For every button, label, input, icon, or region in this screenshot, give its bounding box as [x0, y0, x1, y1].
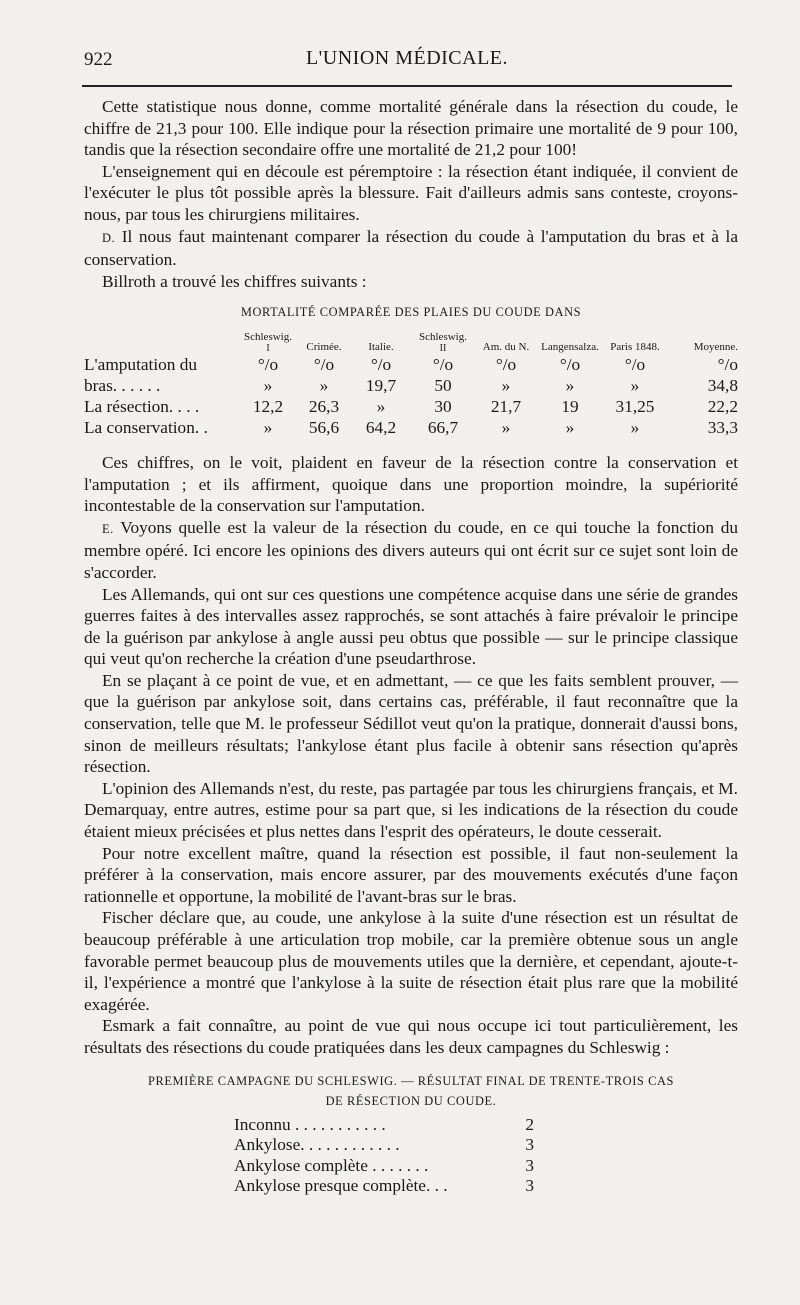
- results-title-line: DE RÉSECTION DU COUDE.: [325, 1093, 497, 1108]
- article-body: [84, 96, 738, 1197]
- table-cell: 64,2: [365, 417, 397, 437]
- table-cell: °/o: [717, 354, 738, 374]
- column-header: Schleswig. II: [419, 330, 467, 354]
- journal-title: L'UNION MÉDICALE.: [305, 47, 509, 69]
- table-cell: »: [263, 375, 273, 395]
- paragraph: Pour notre excellent maître, quand la résection est possible, il faut non-seulement la préférer à la conservation, mais encore assurer, par des mouvements exécutés d'une façon rationnelle et opportune, la mobilité de l'avant-bras sur le bras.: [84, 843, 738, 906]
- result-value: 3: [525, 1176, 534, 1196]
- result-value: 3: [525, 1135, 534, 1155]
- table-cell: 33,3: [707, 417, 738, 437]
- list-item: [234, 1115, 534, 1136]
- row-label: L'amputation du: [84, 354, 198, 374]
- paragraph: L'opinion des Allemands n'est, du reste, pas partagée par tous les chirurgiens français, et M. Demarquay, entre autres, estime pour sa part que, si les indications de la résection du coude étaient mieux précisées et plus nettes dans l'esprit des opérateurs, le doute cesserait.: [84, 778, 738, 842]
- table-cell: °/o: [257, 354, 279, 374]
- table-cell: 12,2: [252, 396, 284, 416]
- paragraph: Fischer déclare que, au coude, une ankylose à la suite d'une résection est un résultat de beaucoup préférable à une articulation trop mobile, car la première obtenue sous un angle favorable permet beaucoup plus de mouvements utiles que la dernière, et cependant, ajoute-t-il, l'expérience a montré que l'ankylose à la suite de résection était plus rare que la mobilité exagérée.: [84, 908, 738, 1014]
- table-cell: 19: [561, 396, 579, 416]
- table-cell: 22,2: [707, 396, 738, 416]
- table-cell: »: [630, 417, 640, 437]
- column-header: Crimée.: [306, 340, 342, 353]
- result-value: 3: [525, 1155, 534, 1175]
- results-title-line: PREMIÈRE CAMPAGNE DU SCHLESWIG. — RÉSULTAT FINAL DE TRENTE-TROIS CAS: [147, 1073, 675, 1088]
- list-item: [234, 1176, 534, 1197]
- row-label: La résection. . . .: [84, 396, 200, 416]
- paragraph: L'enseignement qui en découle est péremptoire : la résection étant indiquée, il convient de l'exécuter le plus tôt possible après la blessure. Fait d'ailleurs admis sans conteste, croyons-nous, par tous les chirurgiens militaires.: [84, 161, 738, 224]
- mortality-table: [84, 330, 738, 438]
- table-cell: »: [565, 417, 575, 437]
- column-header: Italie.: [368, 340, 394, 353]
- result-label: Ankylose presque complète. . .: [234, 1176, 448, 1196]
- paragraph: Esmark a fait connaître, au point de vue qui nous occupe ici tout particulièrement, les résultats des résections du coude pratiquées dans les deux campagnes du Schleswig :: [84, 1016, 738, 1057]
- table-cell: »: [501, 417, 511, 437]
- paragraph: Billroth a trouvé les chiffres suivants :: [102, 271, 367, 291]
- paragraph: Ces chiffres, on le voit, plaident en faveur de la résection contre la conservation et l'amputation ; et ils affirment, quoique dans une proportion moindre, la supériorité incontestable de la conservation sur l'amputation.: [84, 452, 738, 516]
- table-cell: 21,7: [490, 396, 522, 416]
- results-list: [234, 1115, 534, 1197]
- table-cell: °/o: [495, 354, 517, 374]
- result-label: Ankylose. . . . . . . . . . . .: [234, 1135, 400, 1155]
- list-item: [234, 1135, 534, 1156]
- paragraph: Les Allemands, qui ont sur ces questions une compétence acquise dans une série de grandes guerres faites à des intervalles assez rapprochés, se sont attachés à faire prévaloir le principe de la guérison par ankylose à angle aussi peu obtus que possible — sur le principe classique qui veut qu'on recherche la création d'une pseudarthrose.: [84, 584, 738, 669]
- table-cell: 26,3: [308, 396, 340, 416]
- table-cell: °/o: [624, 354, 646, 374]
- list-item: [234, 1156, 534, 1177]
- column-header: Am. du N.: [482, 340, 530, 353]
- result-value: 2: [525, 1114, 534, 1134]
- table-cell: »: [565, 375, 575, 395]
- table-cell: 30: [434, 396, 452, 416]
- result-label: Inconnu . . . . . . . . . . .: [234, 1114, 386, 1134]
- table-cell: 19,7: [365, 375, 397, 395]
- section-d-paragraph: [84, 226, 738, 271]
- column-header: Schleswig. I: [244, 330, 292, 354]
- table-cell: »: [501, 375, 511, 395]
- table-cell: °/o: [432, 354, 454, 374]
- result-label: Ankylose complète . . . . . . .: [234, 1155, 429, 1175]
- table-cell: 31,25: [615, 396, 655, 416]
- page-header: [82, 45, 732, 87]
- table-cell: °/o: [370, 354, 392, 374]
- table-title: MORTALITÉ COMPARÉE DES PLAIES DU COUDE DANS: [240, 305, 582, 320]
- section-text: Il nous faut maintenant comparer la résection du coude à l'amputation du bras et à la conservation.: [84, 226, 738, 270]
- row-label: bras. . . . . .: [84, 375, 161, 395]
- table-row: [84, 375, 738, 396]
- table-cell: »: [376, 396, 386, 416]
- column-header: Langensalza.: [541, 340, 599, 353]
- table-row: [84, 354, 738, 375]
- paragraph: Cette statistique nous donne, comme mortalité générale dans la résection du coude, le chiffre de 21,3 pour 100. Elle indique pour la résection primaire une mortalité de 9 pour 100, tandis que la résection secondaire offre une mortalité de 21,2 pour 100!: [84, 97, 738, 160]
- page-number: 922: [84, 49, 113, 70]
- section-letter: D.: [102, 230, 116, 245]
- section-text: Voyons quelle est la valeur de la résection du coude, en ce qui touche la fonction du membre opéré. Ici encore les opinions des divers auteurs qui ont écrit sur ce sujet sont loin de s'accorder.: [84, 517, 738, 582]
- table-cell: »: [263, 417, 273, 437]
- table-cell: 50: [434, 375, 452, 395]
- table-row: [84, 417, 738, 438]
- column-header: Paris 1848.: [610, 340, 660, 353]
- section-e-paragraph: [84, 517, 738, 584]
- table-cell: °/o: [313, 354, 335, 374]
- paragraph: En se plaçant à ce point de vue, et en admettant, — ce que les faits semblent prouver, — que la guérison par ankylose soit, dans certains cas, préférable, il faut reconnaître que la conservation, telle que M. le professeur Sédillot veut qu'on la pratique, donnerait d'aussi bons, sinon de meilleurs résultats; l'ankylose étant plus facile à obtenir sans résection qu'après résection.: [84, 670, 738, 777]
- header-cell-empty: [84, 330, 242, 354]
- table-header-row: [84, 330, 738, 354]
- row-label: La conservation. .: [84, 417, 208, 437]
- table-cell: 34,8: [707, 375, 738, 395]
- results-title: [84, 1071, 738, 1111]
- table-cell: 66,7: [427, 417, 459, 437]
- table-cell: 56,6: [308, 417, 340, 437]
- table-cell: °/o: [559, 354, 581, 374]
- table-cell: »: [319, 375, 329, 395]
- table-cell: »: [630, 375, 640, 395]
- column-header: Moyenne.: [693, 340, 738, 353]
- section-letter: E.: [102, 521, 114, 536]
- table-row: [84, 396, 738, 417]
